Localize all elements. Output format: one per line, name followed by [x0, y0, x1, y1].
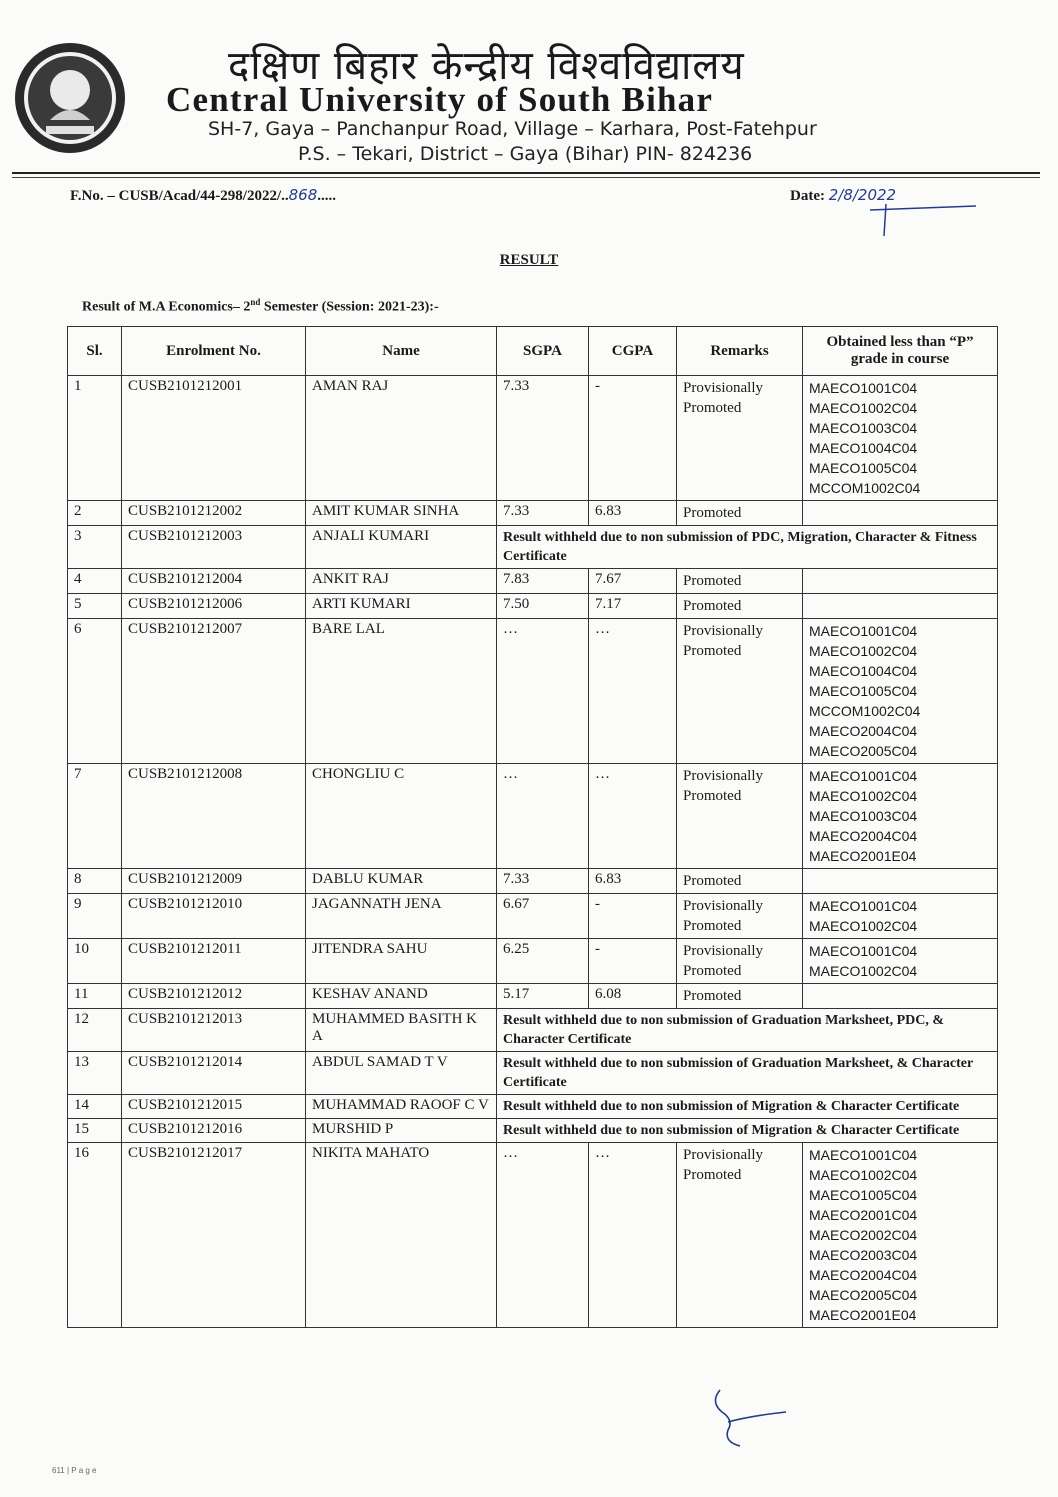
cell-courses [803, 376, 998, 501]
cell-cgpa: - [589, 894, 677, 939]
remark-line: Provisionally [683, 380, 764, 396]
cell-sgpa: 6.67 [497, 894, 589, 939]
cell-cgpa: 6.83 [589, 869, 677, 894]
cell-sgpa: 7.50 [497, 594, 589, 619]
cell-cgpa: 6.08 [589, 984, 677, 1009]
cell-name: KESHAV ANAND [306, 984, 497, 1009]
cell-sl: 15 [68, 1119, 122, 1143]
cell-sl: 5 [68, 594, 122, 619]
course-code: MAECO2004C04 [809, 723, 918, 739]
cell-sgpa: … [497, 619, 589, 764]
remark-line: Promoted [683, 400, 742, 416]
column-header: Sl. [68, 327, 122, 376]
cell-sl: 9 [68, 894, 122, 939]
cell-name: JITENDRA SAHU [306, 939, 497, 984]
cell-sl: 7 [68, 764, 122, 869]
cell-name: DABLU KUMAR [306, 869, 497, 894]
cell-remarks [677, 376, 803, 501]
cell-sl: 10 [68, 939, 122, 984]
cell-sgpa: 7.33 [497, 376, 589, 501]
course-code: MAECO1001C04 [809, 768, 918, 784]
cell-name: ABDUL SAMAD T V [306, 1052, 497, 1095]
course-code: MAECO2002C04 [809, 1227, 918, 1243]
cell-name: ANJALI KUMARI [306, 526, 497, 569]
table-row [68, 939, 998, 984]
cell-courses [803, 619, 998, 764]
cell-enrolment: CUSB2101212013 [122, 1009, 306, 1052]
table-row [68, 1009, 998, 1052]
cell-sl: 8 [68, 869, 122, 894]
cell-cgpa: 7.17 [589, 594, 677, 619]
cell-courses [803, 894, 998, 939]
cell-remarks [677, 569, 803, 594]
column-header: Remarks [677, 327, 803, 376]
cell-enrolment: CUSB2101212003 [122, 526, 306, 569]
course-code: MAECO1001C04 [809, 380, 918, 396]
remark-line: Provisionally [683, 898, 764, 914]
table-row [68, 594, 998, 619]
course-code: MAECO2003C04 [809, 1247, 918, 1263]
cell-courses [803, 569, 998, 594]
cell-sl: 13 [68, 1052, 122, 1095]
course-code: MAECO2005C04 [809, 1287, 918, 1303]
column-header: Enrolment No. [122, 327, 306, 376]
course-code: MAECO1004C04 [809, 440, 918, 456]
cell-sl: 11 [68, 984, 122, 1009]
cell-withheld-note: Result withheld due to non submission of PDC, Migration, Character & Fitness Certificate [497, 526, 998, 569]
column-header: Name [306, 327, 497, 376]
course-code: MAECO2001C04 [809, 1207, 918, 1223]
course-code: MCCOM1002C04 [809, 703, 921, 719]
cell-sgpa: 7.33 [497, 501, 589, 526]
date-handwritten: 2/8/2022 [828, 186, 897, 204]
cell-name: JAGANNATH JENA [306, 894, 497, 939]
cell-remarks [677, 869, 803, 894]
course-code: MAECO1003C04 [809, 808, 918, 824]
course-code: MAECO1001C04 [809, 898, 918, 914]
remark-line: Provisionally [683, 768, 764, 784]
cell-sl: 6 [68, 619, 122, 764]
remark-line: Promoted [683, 963, 742, 979]
cell-enrolment: CUSB2101212016 [122, 1119, 306, 1143]
cell-name: MURSHID P [306, 1119, 497, 1143]
remark-line: Promoted [683, 598, 742, 614]
remark-line: Promoted [683, 505, 742, 521]
cell-sgpa: 7.83 [497, 569, 589, 594]
cell-name: CHONGLIU C [306, 764, 497, 869]
column-header: CGPA [589, 327, 677, 376]
cell-cgpa: - [589, 376, 677, 501]
table-row [68, 984, 998, 1009]
cell-enrolment: CUSB2101212012 [122, 984, 306, 1009]
course-code: MAECO1002C04 [809, 963, 918, 979]
cell-sl: 14 [68, 1095, 122, 1119]
table-row [68, 569, 998, 594]
cell-remarks [677, 501, 803, 526]
column-header: SGPA [497, 327, 589, 376]
table-row [68, 1052, 998, 1095]
cell-courses [803, 501, 998, 526]
cell-courses [803, 869, 998, 894]
cell-name: AMAN RAJ [306, 376, 497, 501]
cell-courses [803, 1143, 998, 1328]
cell-enrolment: CUSB2101212007 [122, 619, 306, 764]
cell-remarks [677, 619, 803, 764]
header-divider-thin [12, 177, 1040, 178]
cell-sgpa: 7.33 [497, 869, 589, 894]
cell-enrolment: CUSB2101212011 [122, 939, 306, 984]
cell-sl: 3 [68, 526, 122, 569]
course-code: MAECO2005C04 [809, 743, 918, 759]
cell-name: ANKIT RAJ [306, 569, 497, 594]
course-code: MAECO1002C04 [809, 643, 918, 659]
cell-cgpa: 6.83 [589, 501, 677, 526]
cell-withheld-note: Result withheld due to non submission of Graduation Marksheet, & Character Certificate [497, 1052, 998, 1095]
cell-remarks [677, 764, 803, 869]
course-code: MAECO2004C04 [809, 1267, 918, 1283]
remark-line: Promoted [683, 1167, 742, 1183]
cell-enrolment: CUSB2101212015 [122, 1095, 306, 1119]
table-row [68, 376, 998, 501]
cell-enrolment: CUSB2101212006 [122, 594, 306, 619]
cell-name: AMIT KUMAR SINHA [306, 501, 497, 526]
cell-sl: 2 [68, 501, 122, 526]
cell-cgpa: 7.67 [589, 569, 677, 594]
page-footer: 611 | P a g e [52, 1466, 97, 1475]
cell-sgpa: 5.17 [497, 984, 589, 1009]
cell-sl: 12 [68, 1009, 122, 1052]
cell-cgpa: … [589, 1143, 677, 1328]
file-number-suffix: ..... [317, 188, 337, 204]
cell-cgpa: … [589, 619, 677, 764]
cell-enrolment: CUSB2101212014 [122, 1052, 306, 1095]
table-row [68, 1119, 998, 1143]
course-code: MAECO1002C04 [809, 788, 918, 804]
column-header: Obtained less than “P” grade in course [803, 327, 998, 376]
table-body [68, 376, 998, 1328]
table-row [68, 619, 998, 764]
cell-courses [803, 939, 998, 984]
course-code: MAECO2004C04 [809, 828, 918, 844]
cell-withheld-note: Result withheld due to non submission of Graduation Marksheet, PDC, & Character Certificate [497, 1009, 998, 1052]
date-label: Date: [790, 188, 825, 204]
course-code: MAECO1005C04 [809, 1187, 918, 1203]
remark-line: Promoted [683, 573, 742, 589]
course-code: MAECO1001C04 [809, 943, 918, 959]
university-name-hindi: दक्षिण बिहार केन्द्रीय विश्वविद्यालय [228, 43, 745, 89]
course-code: MCCOM1002C04 [809, 480, 921, 496]
cell-sgpa: … [497, 1143, 589, 1328]
cell-remarks [677, 1143, 803, 1328]
course-code: MAECO1001C04 [809, 623, 918, 639]
file-number [70, 186, 336, 205]
cell-courses [803, 984, 998, 1009]
course-code: MAECO2001E04 [809, 1307, 917, 1323]
remark-line: Promoted [683, 788, 742, 804]
cell-enrolment: CUSB2101212008 [122, 764, 306, 869]
remark-line: Provisionally [683, 623, 764, 639]
table-row [68, 1143, 998, 1328]
cell-sl: 16 [68, 1143, 122, 1328]
table-row [68, 526, 998, 569]
result-heading: RESULT [499, 252, 559, 268]
cell-sl: 1 [68, 376, 122, 501]
cell-courses [803, 594, 998, 619]
course-code: MAECO1004C04 [809, 663, 918, 679]
cell-withheld-note: Result withheld due to non submission of Migration & Character Certificate [497, 1095, 998, 1119]
remark-line: Promoted [683, 918, 742, 934]
date-underline-stroke [868, 200, 978, 238]
cell-remarks [677, 594, 803, 619]
cell-remarks [677, 894, 803, 939]
header-divider [12, 172, 1040, 174]
remark-line: Promoted [683, 643, 742, 659]
cell-courses [803, 764, 998, 869]
course-code: MAECO1001C04 [809, 1147, 918, 1163]
university-name-english: Central University of South Bihar [166, 80, 714, 119]
table-row [68, 764, 998, 869]
cell-enrolment: CUSB2101212009 [122, 869, 306, 894]
course-code: MAECO1005C04 [809, 460, 918, 476]
course-code: MAECO1005C04 [809, 683, 918, 699]
cell-enrolment: CUSB2101212017 [122, 1143, 306, 1328]
table-row [68, 501, 998, 526]
remark-line: Provisionally [683, 1147, 764, 1163]
course-code: MAECO1002C04 [809, 400, 918, 416]
cell-withheld-note: Result withheld due to non submission of Migration & Character Certificate [497, 1119, 998, 1143]
cell-remarks [677, 939, 803, 984]
table-row [68, 894, 998, 939]
cell-remarks [677, 984, 803, 1009]
table-row [68, 869, 998, 894]
file-number-prefix: F.No. – CUSB/Acad/44-298/2022/.. [70, 188, 289, 204]
cell-name: ARTI KUMARI [306, 594, 497, 619]
cell-sl: 4 [68, 569, 122, 594]
cell-cgpa: - [589, 939, 677, 984]
cell-enrolment: CUSB2101212004 [122, 569, 306, 594]
cell-enrolment: CUSB2101212002 [122, 501, 306, 526]
cell-name: MUHAMMAD RAOOF C V [306, 1095, 497, 1119]
remark-line: Promoted [683, 873, 742, 889]
address-line-1: SH-7, Gaya – Panchanpur Road, Village – Karhara, Post-Fatehpur [208, 118, 817, 140]
table-row [68, 1095, 998, 1119]
cell-cgpa: … [589, 764, 677, 869]
course-code: MAECO1002C04 [809, 918, 918, 934]
cell-enrolment: CUSB2101212001 [122, 376, 306, 501]
course-code: MAECO1003C04 [809, 420, 918, 436]
cell-name: MUHAMMED BASITH K A [306, 1009, 497, 1052]
signature-icon [700, 1382, 790, 1452]
cell-sgpa: 6.25 [497, 939, 589, 984]
cell-enrolment: CUSB2101212010 [122, 894, 306, 939]
result-table [67, 326, 998, 1328]
remark-line: Promoted [683, 988, 742, 1004]
cell-name: NIKITA MAHATO [306, 1143, 497, 1328]
table-header-row [68, 327, 998, 376]
university-emblem-icon [12, 40, 128, 156]
course-code: MAECO1002C04 [809, 1167, 918, 1183]
file-number-handwritten: 868 [288, 186, 318, 204]
cell-sgpa: … [497, 764, 589, 869]
remark-line: Provisionally [683, 943, 764, 959]
address-line-2: P.S. – Tekari, District – Gaya (Bihar) PIN- 824236 [298, 143, 753, 165]
result-subtitle: Result of M.A Economics– 2nd Semester (Session: 2021-23):- [82, 297, 439, 315]
course-code: MAECO2001E04 [809, 848, 917, 864]
cell-name: BARE LAL [306, 619, 497, 764]
